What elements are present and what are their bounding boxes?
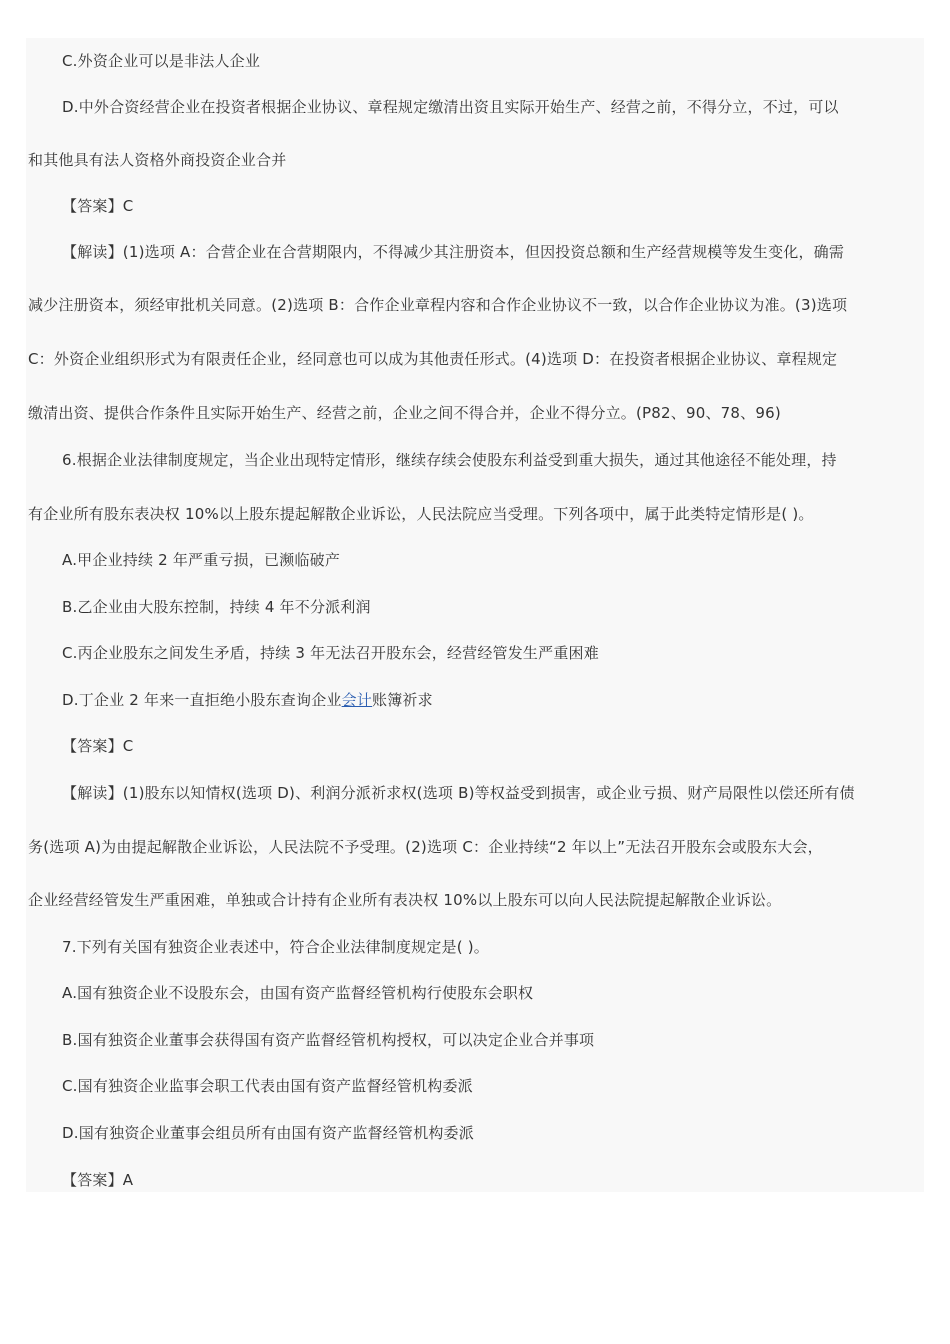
explanation-q6-line2: 务(选项 A)为由提起解散企业诉讼，人民法院不予受理。(2)选项 C：企业持续“2 年以上”无法召开股东会或股东大会， bbox=[28, 838, 823, 856]
question-6-line2: 有企业所有股东表决权 10%以上股东提起解散企业诉讼，人民法院应当受理。下列各项中，属于此类特定情形是( )。 bbox=[28, 505, 814, 523]
q7-option-b: B.国有独资企业董事会获得国有资产监督经管机构授权，可以决定企业合并事项 bbox=[62, 1031, 595, 1049]
answer-q7: 【答案】A bbox=[62, 1171, 134, 1189]
q7-option-c: C.国有独资企业监事会职工代表由国有资产监督经管机构委派 bbox=[62, 1077, 473, 1095]
option-c-foreign-enterprise: C.外资企业可以是非法人企业 bbox=[62, 52, 261, 70]
option-d-continuation: 和其他具有法人资格外商投资企业合并 bbox=[28, 151, 287, 169]
question-7: 7.下列有关国有独资企业表述中，符合企业法律制度规定是( )。 bbox=[62, 938, 489, 956]
explanation-q5-line4: 缴清出资、提供合作条件且实际开始生产、经营之前，企业之间不得合并，企业不得分立。(P82、90、78、96) bbox=[28, 404, 781, 422]
explanation-q6-line3: 企业经营经管发生严重困难，单独或合计持有企业所有表决权 10%以上股东可以向人民法院提起解散企业诉讼。 bbox=[28, 891, 782, 909]
explanation-q6-line1: 【解读】(1)股东以知情权(选项 D)、利润分派祈求权(选项 B)等权益受到损害，或企业亏损、财产局限性以偿还所有债 bbox=[62, 784, 855, 802]
answer-q6: 【答案】C bbox=[62, 737, 134, 755]
answer-q5: 【答案】C bbox=[62, 197, 134, 215]
q7-option-d: D.国有独资企业董事会组员所有由国有资产监督经管机构委派 bbox=[62, 1124, 474, 1142]
q6-option-d-text-after: 账簿祈求 bbox=[372, 691, 433, 709]
q6-option-a: A.甲企业持续 2 年严重亏损，已濒临破产 bbox=[62, 551, 341, 569]
question-6-line1: 6.根据企业法律制度规定，当企业出现特定情形，继续存续会使股东利益受到重大损失，通过其他途径不能处理，持 bbox=[62, 451, 837, 469]
accounting-link[interactable]: 会计 bbox=[341, 691, 373, 709]
q6-option-b: B.乙企业由大股东控制，持续 4 年不分派利润 bbox=[62, 598, 371, 616]
q6-option-c: C.丙企业股东之间发生矛盾，持续 3 年无法召开股东会，经营经管发生严重困难 bbox=[62, 644, 599, 662]
q6-option-d bbox=[62, 690, 433, 710]
explanation-q5-line3: C：外资企业组织形式为有限责任企业，经同意也可以成为其他责任形式。(4)选项 D：在投资者根据企业协议、章程规定 bbox=[28, 350, 838, 368]
explanation-q5-line2: 减少注册资本，须经审批机关同意。(2)选项 B：合作企业章程内容和合作企业协议不一致，以合作企业协议为准。(3)选项 bbox=[28, 296, 848, 314]
q6-option-d-text-before: D.丁企业 2 年来一直拒绝小股东查询企业 bbox=[62, 691, 342, 709]
q7-option-a: A.国有独资企业不设股东会，由国有资产监督经管机构行使股东会职权 bbox=[62, 984, 534, 1002]
option-d-joint-venture: D.中外合资经营企业在投资者根据企业协议、章程规定缴清出资且实际开始生产、经营之前，不得分立，不过，可以 bbox=[62, 98, 839, 116]
explanation-q5-line1: 【解读】(1)选项 A：合营企业在合营期限内，不得减少其注册资本，但因投资总额和生产经营规模等发生变化，确需 bbox=[62, 243, 845, 261]
